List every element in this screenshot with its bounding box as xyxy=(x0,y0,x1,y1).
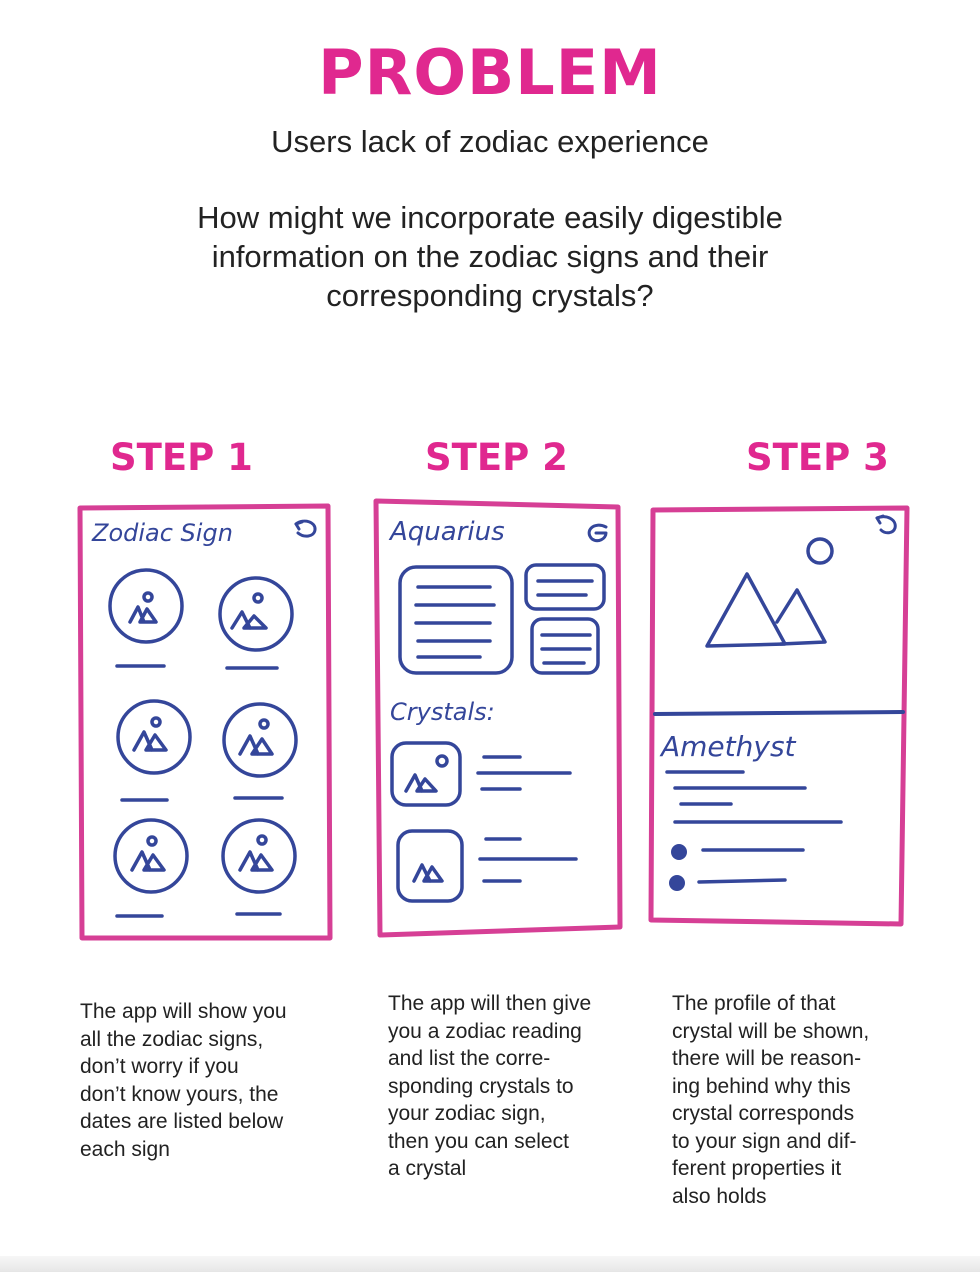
step-3-label: STEP 3 xyxy=(746,436,889,479)
crystal-list-item xyxy=(398,831,576,901)
how-might-we-question: How might we incorporate easily digestible information on the zodiac signs and their corresponding crystals? xyxy=(197,200,783,313)
page-title: PROBLEM xyxy=(318,36,662,109)
sign-thumbnail xyxy=(220,578,292,668)
sign-thumbnail xyxy=(118,701,190,800)
step-3-sketch-title: Amethyst xyxy=(661,730,796,763)
sign-thumbnail xyxy=(224,704,296,798)
step-1-label: STEP 1 xyxy=(110,436,253,479)
back-arrow-icon xyxy=(589,525,606,540)
reading-card xyxy=(526,565,604,609)
step-2-label: STEP 2 xyxy=(425,436,568,479)
reading-card xyxy=(532,619,598,673)
back-arrow-icon xyxy=(296,521,315,536)
bullet-icon xyxy=(671,844,803,860)
step-2-sketch-section: Crystals: xyxy=(390,698,495,726)
crystal-profile-text xyxy=(667,772,841,822)
image-placeholder-icon xyxy=(707,539,832,646)
sign-thumbnail xyxy=(110,570,182,666)
bullet-icon xyxy=(669,875,785,891)
step-2-description: The app will then give you a zodiac reading and list the corre- sponding crystals to your zodiac sign, then you can select a crystal xyxy=(388,992,592,1180)
step-2-sketch xyxy=(370,495,626,943)
step-3-description: The profile of that crystal will be shown, there will be reason- ing behind why this crystal corresponds to your sign and dif- ferent properties it also holds xyxy=(672,992,870,1208)
sign-thumbnail xyxy=(223,820,295,914)
page-bottom-edge xyxy=(0,1256,980,1272)
step-2-sketch-title: Aquarius xyxy=(390,517,505,547)
sign-thumbnail xyxy=(115,820,187,916)
step-3-sketch xyxy=(645,500,915,932)
step-1-description: The app will show you all the zodiac signs, don’t worry if you don’t know yours, the dates are listed below each sign xyxy=(80,1000,287,1161)
step-1-sketch-title: Zodiac Sign xyxy=(92,519,233,547)
step-1-sketch xyxy=(72,500,340,945)
problem-statement: Users lack of zodiac experience xyxy=(271,124,709,159)
back-arrow-icon xyxy=(877,516,895,533)
crystal-list-item xyxy=(392,743,570,805)
